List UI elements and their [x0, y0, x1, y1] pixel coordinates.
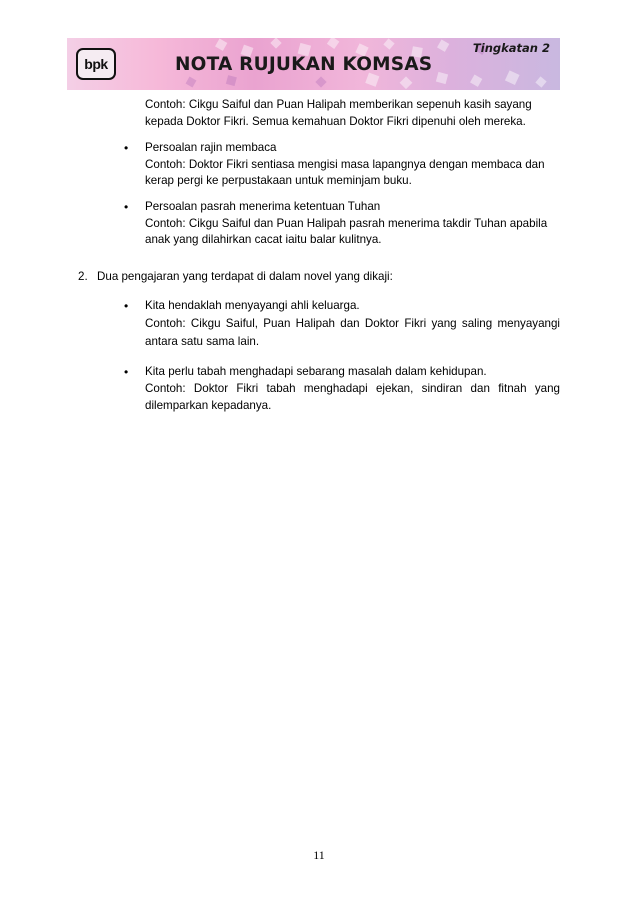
banner-grade: Tingkatan 2	[472, 41, 550, 55]
section-title: Dua pengajaran yang terdapat di dalam novel yang dikaji:	[97, 270, 393, 283]
logo-text: bpk	[84, 56, 108, 72]
section-number: 2.	[78, 270, 88, 283]
bullet-heading: Kita hendaklah menyayangi ahli keluarga.	[145, 299, 360, 312]
logo	[76, 48, 116, 80]
banner-title: NOTA RUJUKAN KOMSAS	[175, 54, 433, 75]
bullet-marker: •	[124, 299, 129, 313]
intro-example-line1: Contoh: Cikgu Saiful dan Puan Halipah memberikan sepenuh kasih sayang	[145, 98, 532, 111]
bullet-example-line1: Contoh: Cikgu Saiful, Puan Halipah dan Doktor Fikri yang saling menyayangi	[145, 317, 560, 330]
bullet-marker: •	[124, 141, 129, 155]
intro-example-line2: kepada Doktor Fikri. Semua kemahuan Doktor Fikri dipenuhi oleh mereka.	[145, 115, 526, 128]
bullet-example-line2: antara satu sama lain.	[145, 335, 260, 348]
header-banner	[67, 38, 560, 90]
bullet-example-line2: anak yang dilahirkan cacat iaitu balar kulitnya.	[145, 233, 382, 246]
bullet-example-line1: Contoh: Cikgu Saiful dan Puan Halipah pasrah menerima takdir Tuhan apabila	[145, 217, 548, 230]
page-number: 11	[313, 848, 325, 862]
bullet-example-line2: kerap pergi ke perpustakaan untuk meminjam buku.	[145, 174, 412, 187]
bullet-heading: Persoalan rajin membaca	[145, 141, 277, 154]
bullet-example-line2: dilemparkan kepadanya.	[145, 399, 272, 412]
bullet-marker: •	[124, 365, 129, 379]
bullet-example-line1: Contoh: Doktor Fikri sentiasa mengisi masa lapangnya dengan membaca dan	[145, 158, 545, 171]
bullet-heading: Persoalan pasrah menerima ketentuan Tuhan	[145, 200, 381, 213]
bullet-example-line1: Contoh: Doktor Fikri tabah menghadapi ejekan, sindiran dan fitnah yang	[145, 382, 560, 395]
bullet-heading: Kita perlu tabah menghadapi sebarang masalah dalam kehidupan.	[145, 365, 487, 378]
bullet-marker: •	[124, 200, 129, 214]
